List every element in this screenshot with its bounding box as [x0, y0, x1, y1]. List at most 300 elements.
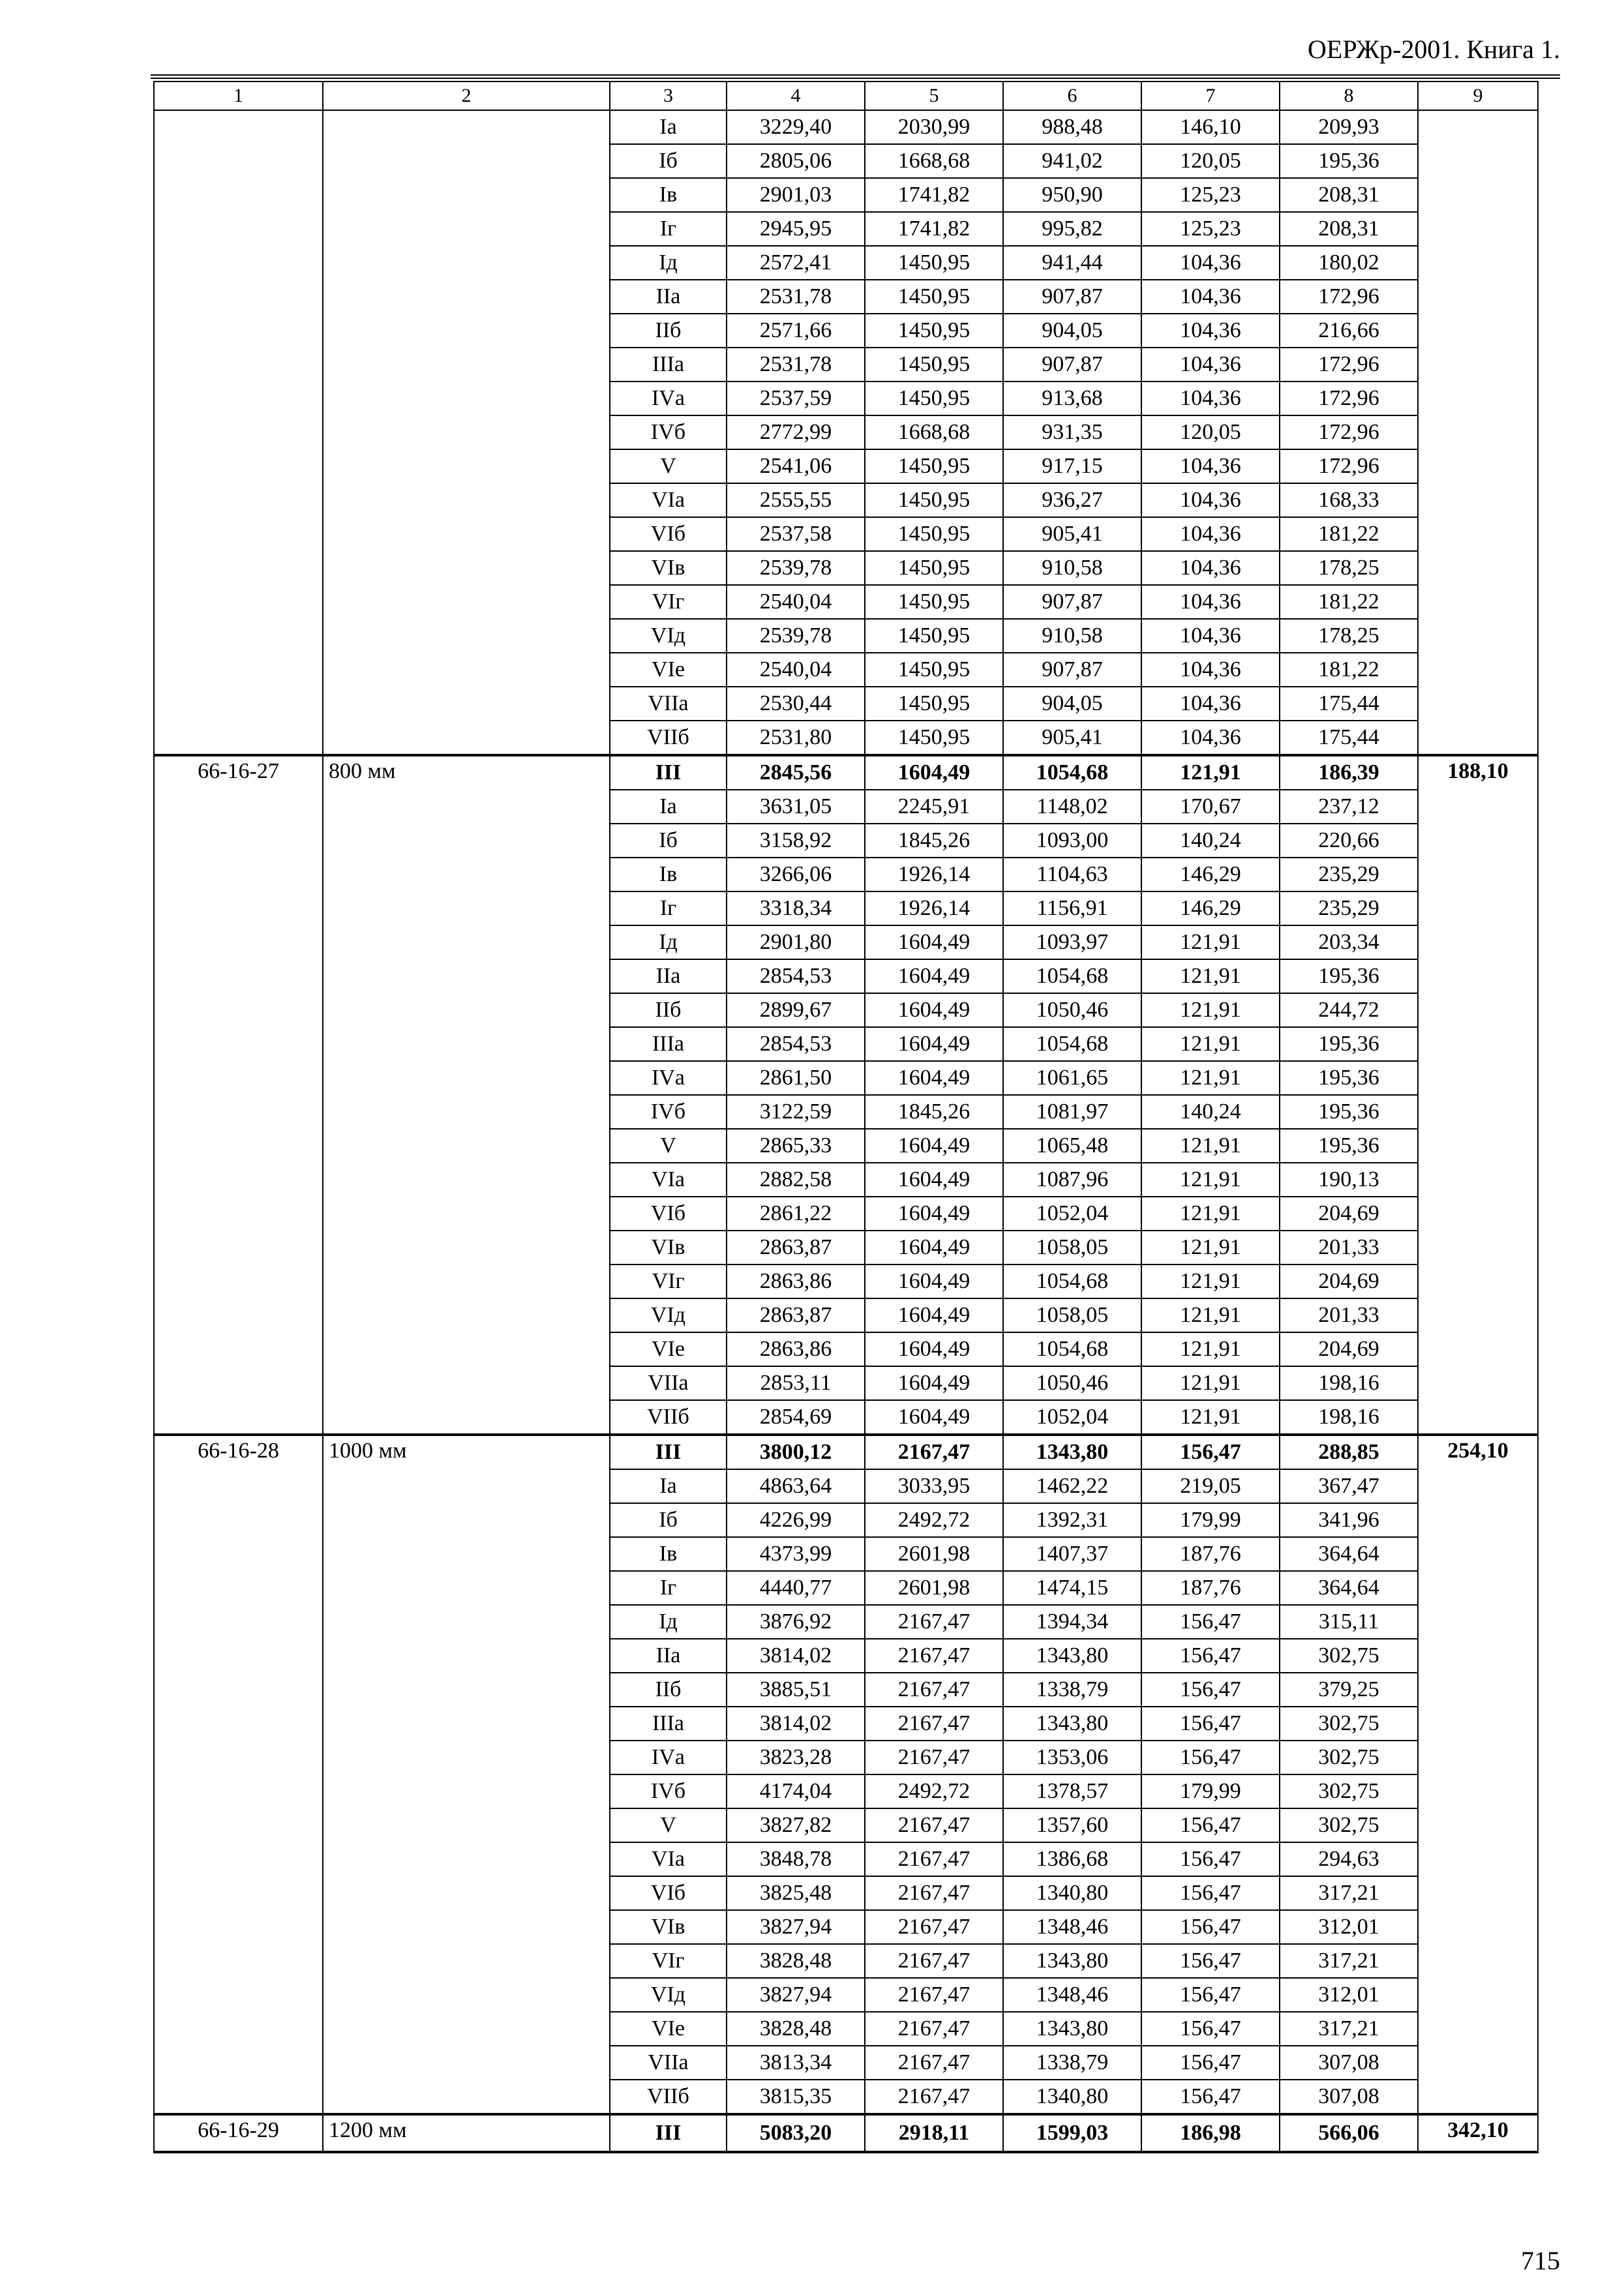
value-cell: 907,87: [1003, 348, 1141, 382]
value-cell: 3828,48: [727, 1944, 865, 1978]
class-cell: Iг: [610, 891, 727, 925]
class-cell: IIа: [610, 959, 727, 993]
value-cell: 913,68: [1003, 382, 1141, 415]
value-cell: 1054,68: [1003, 1027, 1141, 1061]
value-cell: 2167,47: [865, 1910, 1003, 1944]
total-cell: 254,10: [1418, 1435, 1538, 2114]
value-cell: 2901,03: [727, 178, 865, 212]
value-cell: 1093,97: [1003, 925, 1141, 959]
total-cell: 188,10: [1418, 755, 1538, 1435]
value-cell: 204,69: [1280, 1197, 1418, 1231]
value-cell: 294,63: [1280, 1842, 1418, 1876]
class-cell: Iа: [610, 1469, 727, 1503]
value-cell: 172,96: [1280, 415, 1418, 449]
value-cell: 1450,95: [865, 619, 1003, 653]
value-cell: 1348,46: [1003, 1910, 1141, 1944]
value-cell: 302,75: [1280, 1639, 1418, 1673]
value-cell: 2167,47: [865, 2012, 1003, 2046]
value-cell: 168,33: [1280, 483, 1418, 517]
value-cell: 317,21: [1280, 1944, 1418, 1978]
value-cell: 1668,68: [865, 144, 1003, 178]
class-cell: IIа: [610, 1639, 727, 1673]
value-cell: 2861,22: [727, 1197, 865, 1231]
class-cell: IVб: [610, 415, 727, 449]
class-cell: Iб: [610, 144, 727, 178]
value-cell: 1058,05: [1003, 1231, 1141, 1264]
column-number: 4: [727, 82, 865, 110]
class-cell: Iб: [610, 1503, 727, 1537]
value-cell: 3033,95: [865, 1469, 1003, 1503]
value-cell: 307,08: [1280, 2080, 1418, 2114]
value-cell: 204,69: [1280, 1264, 1418, 1298]
page-header: ОЕРЖр-2001. Книга 1.: [1308, 35, 1560, 64]
value-cell: 2863,87: [727, 1231, 865, 1264]
value-cell: 1926,14: [865, 858, 1003, 891]
page-number: 715: [1521, 2246, 1560, 2275]
header-rule: [151, 74, 1560, 76]
value-cell: 156,47: [1141, 1605, 1280, 1639]
value-cell: 2167,47: [865, 1808, 1003, 1842]
value-cell: 187,76: [1141, 1537, 1280, 1571]
value-cell: 235,29: [1280, 891, 1418, 925]
value-cell: 1340,80: [1003, 2080, 1141, 2114]
value-cell: 121,91: [1141, 1129, 1280, 1163]
class-cell: V: [610, 449, 727, 483]
class-cell: VIIа: [610, 1366, 727, 1400]
value-cell: 104,36: [1141, 653, 1280, 687]
class-cell: Iб: [610, 824, 727, 858]
value-cell: 1343,80: [1003, 1944, 1141, 1978]
class-cell: IIа: [610, 280, 727, 314]
column-number: 7: [1141, 82, 1280, 110]
value-cell: 104,36: [1141, 551, 1280, 585]
class-cell: VIв: [610, 551, 727, 585]
header-rule: [151, 78, 1560, 79]
class-cell: IIб: [610, 314, 727, 348]
class-cell: IVа: [610, 1741, 727, 1774]
value-cell: 1462,22: [1003, 1469, 1141, 1503]
value-cell: 121,91: [1141, 1027, 1280, 1061]
value-cell: 1348,46: [1003, 1978, 1141, 2012]
value-cell: 1741,82: [865, 178, 1003, 212]
value-cell: 195,36: [1280, 1027, 1418, 1061]
class-cell: Iв: [610, 178, 727, 212]
size-cell: [323, 110, 610, 755]
value-cell: 156,47: [1141, 1944, 1280, 1978]
value-cell: 2167,47: [865, 1876, 1003, 1910]
value-cell: 307,08: [1280, 2046, 1418, 2080]
column-number: 8: [1280, 82, 1418, 110]
value-cell: 1450,95: [865, 280, 1003, 314]
value-cell: 172,96: [1280, 280, 1418, 314]
value-cell: 120,05: [1141, 415, 1280, 449]
value-cell: 120,05: [1141, 144, 1280, 178]
value-cell: 203,34: [1280, 925, 1418, 959]
value-cell: 2845,56: [727, 755, 865, 790]
value-cell: 104,36: [1141, 348, 1280, 382]
total-cell: [1418, 110, 1538, 755]
value-cell: 317,21: [1280, 2012, 1418, 2046]
value-cell: 1054,68: [1003, 959, 1141, 993]
value-cell: 1668,68: [865, 415, 1003, 449]
value-cell: 2555,55: [727, 483, 865, 517]
value-cell: 2540,04: [727, 585, 865, 619]
column-number-row: [154, 82, 1538, 110]
value-cell: 941,02: [1003, 144, 1141, 178]
value-cell: 1604,49: [865, 1129, 1003, 1163]
class-cell: IVа: [610, 382, 727, 415]
value-cell: 1054,68: [1003, 1264, 1141, 1298]
value-cell: 121,91: [1141, 1366, 1280, 1400]
value-cell: 156,47: [1141, 1639, 1280, 1673]
code-cell: 66-16-27: [154, 755, 323, 1435]
value-cell: 121,91: [1141, 1400, 1280, 1435]
value-cell: 3827,94: [727, 1910, 865, 1944]
table-row: [154, 2114, 1538, 2152]
value-cell: 5083,20: [727, 2114, 865, 2152]
value-cell: 3827,94: [727, 1978, 865, 2012]
value-cell: 2167,47: [865, 1435, 1003, 1469]
value-cell: 1378,57: [1003, 1774, 1141, 1808]
value-cell: 1054,68: [1003, 755, 1141, 790]
class-cell: IIIа: [610, 348, 727, 382]
value-cell: 156,47: [1141, 1842, 1280, 1876]
value-cell: 244,72: [1280, 993, 1418, 1027]
value-cell: 156,47: [1141, 2080, 1280, 2114]
value-cell: 2861,50: [727, 1061, 865, 1095]
value-cell: 219,05: [1141, 1469, 1280, 1503]
value-cell: 156,47: [1141, 1673, 1280, 1707]
value-cell: 1604,49: [865, 925, 1003, 959]
class-cell: VIе: [610, 2012, 727, 2046]
value-cell: 198,16: [1280, 1400, 1418, 1435]
value-cell: 2541,06: [727, 449, 865, 483]
value-cell: 121,91: [1141, 925, 1280, 959]
value-cell: 1050,46: [1003, 1366, 1141, 1400]
value-cell: 198,16: [1280, 1366, 1418, 1400]
value-cell: 317,21: [1280, 1876, 1418, 1910]
value-cell: 156,47: [1141, 1910, 1280, 1944]
class-cell: VIIа: [610, 2046, 727, 2080]
class-cell: VIIб: [610, 1400, 727, 1435]
value-cell: 195,36: [1280, 1061, 1418, 1095]
value-cell: 140,24: [1141, 824, 1280, 858]
value-cell: 2530,44: [727, 687, 865, 721]
value-cell: 104,36: [1141, 382, 1280, 415]
class-cell: IIб: [610, 993, 727, 1027]
value-cell: 904,05: [1003, 687, 1141, 721]
value-cell: 181,22: [1280, 517, 1418, 551]
class-cell: VIIб: [610, 721, 727, 755]
value-cell: 907,87: [1003, 585, 1141, 619]
value-cell: 2167,47: [865, 1741, 1003, 1774]
value-cell: 1450,95: [865, 382, 1003, 415]
value-cell: 2539,78: [727, 551, 865, 585]
value-cell: 209,93: [1280, 110, 1418, 144]
value-cell: 1093,00: [1003, 824, 1141, 858]
value-cell: 104,36: [1141, 246, 1280, 280]
value-cell: 1604,49: [865, 755, 1003, 790]
value-cell: 1845,26: [865, 1095, 1003, 1129]
value-cell: 995,82: [1003, 212, 1141, 246]
class-cell: VIв: [610, 1231, 727, 1264]
value-cell: 1050,46: [1003, 993, 1141, 1027]
value-cell: 156,47: [1141, 2012, 1280, 2046]
value-cell: 204,69: [1280, 1332, 1418, 1366]
value-cell: 1450,95: [865, 246, 1003, 280]
class-cell: Iд: [610, 246, 727, 280]
value-cell: 172,96: [1280, 382, 1418, 415]
class-cell: VIд: [610, 619, 727, 653]
value-cell: 1741,82: [865, 212, 1003, 246]
code-cell: 66-16-28: [154, 1435, 323, 2114]
value-cell: 379,25: [1280, 1673, 1418, 1707]
value-cell: 2572,41: [727, 246, 865, 280]
value-cell: 1604,49: [865, 1366, 1003, 1400]
value-cell: 1604,49: [865, 1298, 1003, 1332]
value-cell: 1604,49: [865, 959, 1003, 993]
value-cell: 312,01: [1280, 1910, 1418, 1944]
value-cell: 1474,15: [1003, 1571, 1141, 1605]
column-number: 3: [610, 82, 727, 110]
value-cell: 1353,06: [1003, 1741, 1141, 1774]
value-cell: 1450,95: [865, 483, 1003, 517]
value-cell: 121,91: [1141, 1264, 1280, 1298]
value-cell: 3814,02: [727, 1707, 865, 1741]
value-cell: 104,36: [1141, 619, 1280, 653]
value-cell: 2492,72: [865, 1774, 1003, 1808]
value-cell: 3631,05: [727, 790, 865, 824]
value-cell: 2167,47: [865, 1842, 1003, 1876]
value-cell: 2167,47: [865, 1673, 1003, 1707]
value-cell: 302,75: [1280, 1774, 1418, 1808]
value-cell: 2882,58: [727, 1163, 865, 1197]
value-cell: 2167,47: [865, 1707, 1003, 1741]
table-row: [154, 755, 1538, 790]
value-cell: 1450,95: [865, 517, 1003, 551]
class-cell: IIб: [610, 1673, 727, 1707]
size-cell: 1200 мм: [323, 2114, 610, 2152]
size-cell: 800 мм: [323, 755, 610, 1435]
value-cell: 175,44: [1280, 721, 1418, 755]
value-cell: 1081,97: [1003, 1095, 1141, 1129]
value-cell: 201,33: [1280, 1298, 1418, 1332]
value-cell: 2492,72: [865, 1503, 1003, 1537]
value-cell: 181,22: [1280, 585, 1418, 619]
value-cell: 1052,04: [1003, 1197, 1141, 1231]
value-cell: 172,96: [1280, 348, 1418, 382]
value-cell: 201,33: [1280, 1231, 1418, 1264]
value-cell: 1104,63: [1003, 858, 1141, 891]
class-cell: III: [610, 755, 727, 790]
value-cell: 367,47: [1280, 1469, 1418, 1503]
class-cell: VIд: [610, 1978, 727, 2012]
class-cell: Iв: [610, 858, 727, 891]
value-cell: 3885,51: [727, 1673, 865, 1707]
value-cell: 140,24: [1141, 1095, 1280, 1129]
value-cell: 2854,53: [727, 1027, 865, 1061]
value-cell: 146,29: [1141, 891, 1280, 925]
value-cell: 917,15: [1003, 449, 1141, 483]
value-cell: 1343,80: [1003, 2012, 1141, 2046]
value-cell: 2245,91: [865, 790, 1003, 824]
value-cell: 235,29: [1280, 858, 1418, 891]
value-cell: 1599,03: [1003, 2114, 1141, 2152]
value-cell: 104,36: [1141, 483, 1280, 517]
value-cell: 125,23: [1141, 212, 1280, 246]
value-cell: 156,47: [1141, 1978, 1280, 2012]
value-cell: 2167,47: [865, 1978, 1003, 2012]
table-row: [154, 1435, 1538, 1469]
class-cell: VIIа: [610, 687, 727, 721]
value-cell: 156,47: [1141, 1808, 1280, 1842]
class-cell: VIб: [610, 1876, 727, 1910]
value-cell: 146,10: [1141, 110, 1280, 144]
class-cell: III: [610, 1435, 727, 1469]
class-cell: Iа: [610, 110, 727, 144]
class-cell: VIа: [610, 483, 727, 517]
value-cell: 1450,95: [865, 687, 1003, 721]
value-cell: 302,75: [1280, 1741, 1418, 1774]
value-cell: 104,36: [1141, 449, 1280, 483]
value-cell: 2863,87: [727, 1298, 865, 1332]
value-cell: 904,05: [1003, 314, 1141, 348]
value-cell: 180,02: [1280, 246, 1418, 280]
value-cell: 146,29: [1141, 858, 1280, 891]
class-cell: VIа: [610, 1842, 727, 1876]
value-cell: 2540,04: [727, 653, 865, 687]
value-cell: 156,47: [1141, 1876, 1280, 1910]
class-cell: VIб: [610, 1197, 727, 1231]
value-cell: 1604,49: [865, 993, 1003, 1027]
value-cell: 186,98: [1141, 2114, 1280, 2152]
value-cell: 121,91: [1141, 1298, 1280, 1332]
class-cell: VIд: [610, 1298, 727, 1332]
value-cell: 3876,92: [727, 1605, 865, 1639]
value-cell: 2571,66: [727, 314, 865, 348]
class-cell: VIб: [610, 517, 727, 551]
value-cell: 2853,11: [727, 1366, 865, 1400]
value-cell: 2854,69: [727, 1400, 865, 1435]
value-cell: 2167,47: [865, 1944, 1003, 1978]
value-cell: 566,06: [1280, 2114, 1418, 2152]
value-cell: 2167,47: [865, 2080, 1003, 2114]
value-cell: 1052,04: [1003, 1400, 1141, 1435]
value-cell: 3848,78: [727, 1842, 865, 1876]
value-cell: 121,91: [1141, 993, 1280, 1027]
value-cell: 950,90: [1003, 178, 1141, 212]
value-cell: 3266,06: [727, 858, 865, 891]
value-cell: 910,58: [1003, 619, 1141, 653]
value-cell: 315,11: [1280, 1605, 1418, 1639]
value-cell: 3815,35: [727, 2080, 865, 2114]
value-cell: 2531,80: [727, 721, 865, 755]
value-cell: 302,75: [1280, 1808, 1418, 1842]
column-number: 5: [865, 82, 1003, 110]
value-cell: 195,36: [1280, 1129, 1418, 1163]
value-cell: 1604,49: [865, 1264, 1003, 1298]
value-cell: 1407,37: [1003, 1537, 1141, 1571]
value-cell: 910,58: [1003, 551, 1141, 585]
column-number: 9: [1418, 82, 1538, 110]
value-cell: 121,91: [1141, 1231, 1280, 1264]
size-cell: 1000 мм: [323, 1435, 610, 2114]
class-cell: VIг: [610, 585, 727, 619]
value-cell: 175,44: [1280, 687, 1418, 721]
value-cell: 3229,40: [727, 110, 865, 144]
value-cell: 907,87: [1003, 653, 1141, 687]
class-cell: VIг: [610, 1944, 727, 1978]
value-cell: 1343,80: [1003, 1435, 1141, 1469]
value-cell: 2601,98: [865, 1537, 1003, 1571]
code-cell: [154, 110, 323, 755]
value-cell: 1386,68: [1003, 1842, 1141, 1876]
value-cell: 1450,95: [865, 721, 1003, 755]
value-cell: 1604,49: [865, 1332, 1003, 1366]
value-cell: 1926,14: [865, 891, 1003, 925]
value-cell: 1357,60: [1003, 1808, 1141, 1842]
column-number: 2: [323, 82, 610, 110]
value-cell: 186,39: [1280, 755, 1418, 790]
class-cell: V: [610, 1808, 727, 1842]
value-cell: 121,91: [1141, 1061, 1280, 1095]
value-cell: 1087,96: [1003, 1163, 1141, 1197]
value-cell: 1061,65: [1003, 1061, 1141, 1095]
class-cell: VIе: [610, 653, 727, 687]
value-cell: 104,36: [1141, 280, 1280, 314]
value-cell: 2901,80: [727, 925, 865, 959]
class-cell: Iг: [610, 212, 727, 246]
value-cell: 1338,79: [1003, 1673, 1141, 1707]
value-cell: 3823,28: [727, 1741, 865, 1774]
value-cell: 2167,47: [865, 2046, 1003, 2080]
value-cell: 3814,02: [727, 1639, 865, 1673]
value-cell: 178,25: [1280, 619, 1418, 653]
value-cell: 1450,95: [865, 314, 1003, 348]
code-cell: 66-16-29: [154, 2114, 323, 2152]
value-cell: 3800,12: [727, 1435, 865, 1469]
value-cell: 104,36: [1141, 585, 1280, 619]
value-cell: 2531,78: [727, 280, 865, 314]
class-cell: VIе: [610, 1332, 727, 1366]
value-cell: 121,91: [1141, 755, 1280, 790]
value-cell: 312,01: [1280, 1978, 1418, 2012]
column-number: 6: [1003, 82, 1141, 110]
value-cell: 4863,64: [727, 1469, 865, 1503]
value-cell: 288,85: [1280, 1435, 1418, 1469]
class-cell: VIа: [610, 1163, 727, 1197]
value-cell: 104,36: [1141, 314, 1280, 348]
value-cell: 4226,99: [727, 1503, 865, 1537]
value-cell: 2945,95: [727, 212, 865, 246]
value-cell: 1604,49: [865, 1231, 1003, 1264]
value-cell: 1604,49: [865, 1027, 1003, 1061]
value-cell: 1604,49: [865, 1061, 1003, 1095]
value-cell: 1604,49: [865, 1400, 1003, 1435]
value-cell: 156,47: [1141, 1435, 1280, 1469]
value-cell: 2854,53: [727, 959, 865, 993]
value-cell: 3813,34: [727, 2046, 865, 2080]
value-cell: 2918,11: [865, 2114, 1003, 2152]
class-cell: III: [610, 2114, 727, 2152]
class-cell: VIг: [610, 1264, 727, 1298]
value-cell: 3122,59: [727, 1095, 865, 1129]
class-cell: VIIб: [610, 2080, 727, 2114]
value-cell: 1450,95: [865, 585, 1003, 619]
value-cell: 2539,78: [727, 619, 865, 653]
total-cell: 342,10: [1418, 2114, 1538, 2152]
value-cell: 104,36: [1141, 517, 1280, 551]
